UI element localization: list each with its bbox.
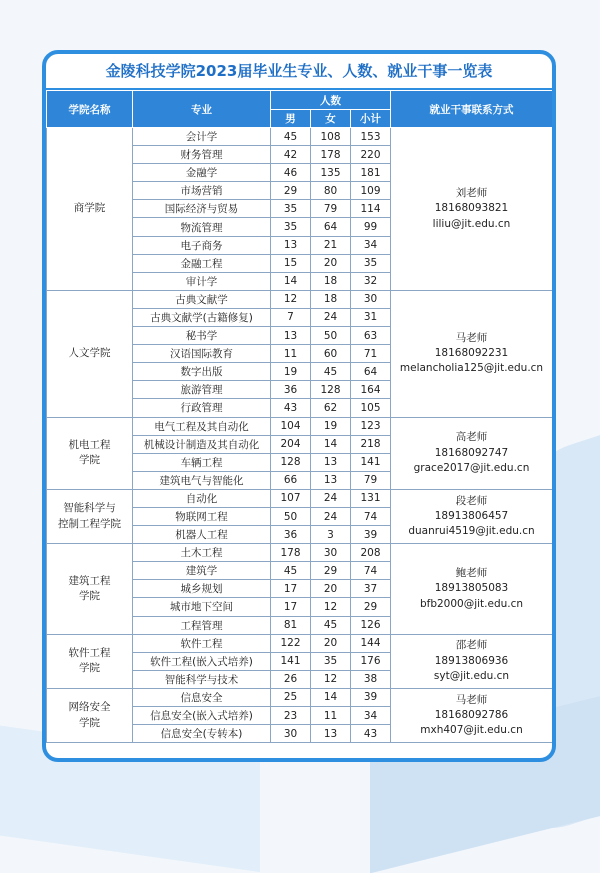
female-count-cell: 62 <box>311 399 351 417</box>
male-count-cell: 36 <box>271 381 311 399</box>
college-name-cell: 软件工程 学院 <box>47 634 133 688</box>
female-count-cell: 21 <box>311 236 351 254</box>
male-count-cell: 13 <box>271 236 311 254</box>
male-count-cell: 29 <box>271 182 311 200</box>
male-count-cell: 35 <box>271 218 311 236</box>
female-count-cell: 13 <box>311 453 351 471</box>
subtotal-cell: 131 <box>351 489 391 507</box>
male-count-cell: 45 <box>271 128 311 146</box>
subtotal-cell: 218 <box>351 435 391 453</box>
female-count-cell: 45 <box>311 616 351 634</box>
contact-email: melancholia125@jit.edu.cn <box>399 362 544 375</box>
female-count-cell: 3 <box>311 526 351 544</box>
subtotal-cell: 105 <box>351 399 391 417</box>
subtotal-cell: 79 <box>351 471 391 489</box>
major-cell: 机器人工程 <box>133 526 271 544</box>
subtotal-cell: 220 <box>351 146 391 164</box>
female-count-cell: 79 <box>311 200 351 218</box>
major-cell: 审计学 <box>133 272 271 290</box>
female-count-cell: 135 <box>311 164 351 182</box>
male-count-cell: 13 <box>271 327 311 345</box>
male-count-cell: 104 <box>271 417 311 435</box>
male-count-cell: 178 <box>271 544 311 562</box>
college-name-cell: 建筑工程 学院 <box>47 544 133 634</box>
contact-email: duanrui4519@jit.edu.cn <box>408 525 535 538</box>
major-cell: 物联网工程 <box>133 507 271 525</box>
major-cell: 软件工程 <box>133 634 271 652</box>
male-count-cell: 128 <box>271 453 311 471</box>
female-count-cell: 50 <box>311 327 351 345</box>
major-cell: 信息安全(专转本) <box>133 725 271 743</box>
female-count-cell: 14 <box>311 435 351 453</box>
major-cell: 工程管理 <box>133 616 271 634</box>
contact-email: mxh407@jit.edu.cn <box>420 724 523 737</box>
subtotal-cell: 153 <box>351 128 391 146</box>
male-count-cell: 30 <box>271 725 311 743</box>
major-cell: 金融工程 <box>133 254 271 272</box>
major-cell: 机械设计制造及其自动化 <box>133 435 271 453</box>
major-cell: 城市地下空间 <box>133 598 271 616</box>
subtotal-cell: 43 <box>351 725 391 743</box>
female-count-cell: 108 <box>311 128 351 146</box>
table-row <box>47 128 553 146</box>
header-subtotal: 小计 <box>351 110 391 128</box>
table-row <box>47 489 553 507</box>
contact-name: 段老师 <box>455 494 488 507</box>
male-count-cell: 7 <box>271 308 311 326</box>
contact-email: syt@jit.edu.cn <box>433 669 510 682</box>
female-count-cell: 13 <box>311 725 351 743</box>
contact-name: 马老师 <box>455 693 488 706</box>
subtotal-cell: 141 <box>351 453 391 471</box>
subtotal-cell: 74 <box>351 562 391 580</box>
major-cell: 信息安全 <box>133 688 271 706</box>
female-count-cell: 128 <box>311 381 351 399</box>
major-cell: 财务管理 <box>133 146 271 164</box>
contact-name: 鲍老师 <box>455 567 488 580</box>
major-cell: 汉语国际教育 <box>133 345 271 363</box>
subtotal-cell: 208 <box>351 544 391 562</box>
header-contact: 就业干事联系方式 <box>391 91 553 128</box>
contact-name: 高老师 <box>455 431 488 444</box>
major-cell: 国际经济与贸易 <box>133 200 271 218</box>
subtotal-cell: 32 <box>351 272 391 290</box>
header-female: 女 <box>311 110 351 128</box>
major-cell: 数字出版 <box>133 363 271 381</box>
header-male: 男 <box>271 110 311 128</box>
female-count-cell: 29 <box>311 562 351 580</box>
page-title: 金陵科技学院2023届毕业生专业、人数、就业干事一览表 <box>46 54 552 90</box>
male-count-cell: 17 <box>271 598 311 616</box>
table-row <box>47 634 553 652</box>
contact-phone: 18168093821 <box>434 202 509 215</box>
subtotal-cell: 34 <box>351 236 391 254</box>
major-cell: 秘书学 <box>133 327 271 345</box>
major-cell: 会计学 <box>133 128 271 146</box>
major-cell: 软件工程(嵌入式培养) <box>133 652 271 670</box>
subtotal-cell: 31 <box>351 308 391 326</box>
female-count-cell: 19 <box>311 417 351 435</box>
female-count-cell: 20 <box>311 634 351 652</box>
subtotal-cell: 74 <box>351 507 391 525</box>
major-cell: 电子商务 <box>133 236 271 254</box>
female-count-cell: 45 <box>311 363 351 381</box>
contact-phone: 18913805083 <box>434 582 509 595</box>
contact-phone: 18913806457 <box>434 509 509 522</box>
contact-name: 邵老师 <box>455 639 488 652</box>
subtotal-cell: 38 <box>351 670 391 688</box>
contact-cell <box>391 489 553 543</box>
male-count-cell: 19 <box>271 363 311 381</box>
subtotal-cell: 29 <box>351 598 391 616</box>
contact-cell <box>391 544 553 634</box>
female-count-cell: 24 <box>311 489 351 507</box>
contact-email: grace2017@jit.edu.cn <box>413 461 530 474</box>
college-name-cell: 人文学院 <box>47 290 133 417</box>
college-name-cell: 商学院 <box>47 128 133 291</box>
male-count-cell: 26 <box>271 670 311 688</box>
male-count-cell: 14 <box>271 272 311 290</box>
male-count-cell: 42 <box>271 146 311 164</box>
contact-email: liliu@jit.edu.cn <box>432 217 511 230</box>
header-major: 专业 <box>133 91 271 128</box>
male-count-cell: 141 <box>271 652 311 670</box>
major-cell: 金融学 <box>133 164 271 182</box>
female-count-cell: 14 <box>311 688 351 706</box>
major-cell: 行政管理 <box>133 399 271 417</box>
subtotal-cell: 181 <box>351 164 391 182</box>
female-count-cell: 13 <box>311 471 351 489</box>
contact-phone: 18168092747 <box>434 446 509 459</box>
subtotal-cell: 99 <box>351 218 391 236</box>
contact-cell <box>391 290 553 417</box>
table-row <box>47 544 553 562</box>
table-row <box>47 417 553 435</box>
male-count-cell: 25 <box>271 688 311 706</box>
female-count-cell: 18 <box>311 272 351 290</box>
major-cell: 建筑电气与智能化 <box>133 471 271 489</box>
subtotal-cell: 63 <box>351 327 391 345</box>
male-count-cell: 15 <box>271 254 311 272</box>
major-cell: 自动化 <box>133 489 271 507</box>
male-count-cell: 43 <box>271 399 311 417</box>
male-count-cell: 81 <box>271 616 311 634</box>
major-cell: 电气工程及其自动化 <box>133 417 271 435</box>
male-count-cell: 11 <box>271 345 311 363</box>
contact-cell <box>391 634 553 688</box>
female-count-cell: 30 <box>311 544 351 562</box>
subtotal-cell: 109 <box>351 182 391 200</box>
college-name-cell: 智能科学与 控制工程学院 <box>47 489 133 543</box>
subtotal-cell: 176 <box>351 652 391 670</box>
major-cell: 古典文献学 <box>133 290 271 308</box>
male-count-cell: 17 <box>271 580 311 598</box>
female-count-cell: 18 <box>311 290 351 308</box>
female-count-cell: 80 <box>311 182 351 200</box>
male-count-cell: 45 <box>271 562 311 580</box>
major-cell: 城乡规划 <box>133 580 271 598</box>
subtotal-cell: 164 <box>351 381 391 399</box>
subtotal-cell: 126 <box>351 616 391 634</box>
table-row <box>47 290 553 308</box>
major-cell: 物流管理 <box>133 218 271 236</box>
subtotal-cell: 71 <box>351 345 391 363</box>
contact-name: 马老师 <box>455 331 488 344</box>
table-card <box>42 50 556 762</box>
female-count-cell: 12 <box>311 598 351 616</box>
female-count-cell: 60 <box>311 345 351 363</box>
header-college: 学院名称 <box>47 91 133 128</box>
male-count-cell: 204 <box>271 435 311 453</box>
graduates-table <box>46 90 553 743</box>
female-count-cell: 20 <box>311 254 351 272</box>
female-count-cell: 35 <box>311 652 351 670</box>
male-count-cell: 50 <box>271 507 311 525</box>
subtotal-cell: 39 <box>351 688 391 706</box>
major-cell: 智能科学与技术 <box>133 670 271 688</box>
female-count-cell: 11 <box>311 707 351 725</box>
male-count-cell: 36 <box>271 526 311 544</box>
female-count-cell: 178 <box>311 146 351 164</box>
subtotal-cell: 35 <box>351 254 391 272</box>
contact-email: bfb2000@jit.edu.cn <box>419 597 524 610</box>
male-count-cell: 23 <box>271 707 311 725</box>
contact-cell <box>391 128 553 291</box>
female-count-cell: 20 <box>311 580 351 598</box>
contact-phone: 18168092786 <box>434 708 509 721</box>
male-count-cell: 12 <box>271 290 311 308</box>
female-count-cell: 64 <box>311 218 351 236</box>
male-count-cell: 122 <box>271 634 311 652</box>
college-name-cell: 网络安全 学院 <box>47 688 133 742</box>
subtotal-cell: 39 <box>351 526 391 544</box>
male-count-cell: 46 <box>271 164 311 182</box>
subtotal-cell: 30 <box>351 290 391 308</box>
subtotal-cell: 114 <box>351 200 391 218</box>
female-count-cell: 12 <box>311 670 351 688</box>
male-count-cell: 66 <box>271 471 311 489</box>
contact-phone: 18913806936 <box>434 654 509 667</box>
subtotal-cell: 37 <box>351 580 391 598</box>
college-name-cell: 机电工程 学院 <box>47 417 133 489</box>
header-count: 人数 <box>271 91 391 110</box>
major-cell: 市场营销 <box>133 182 271 200</box>
major-cell: 土木工程 <box>133 544 271 562</box>
table-row <box>47 688 553 706</box>
major-cell: 建筑学 <box>133 562 271 580</box>
female-count-cell: 24 <box>311 308 351 326</box>
female-count-cell: 24 <box>311 507 351 525</box>
contact-cell <box>391 417 553 489</box>
male-count-cell: 35 <box>271 200 311 218</box>
contact-phone: 18168092231 <box>434 347 509 360</box>
subtotal-cell: 64 <box>351 363 391 381</box>
major-cell: 古典文献学(古籍修复) <box>133 308 271 326</box>
major-cell: 车辆工程 <box>133 453 271 471</box>
contact-cell <box>391 688 553 742</box>
table-body <box>47 128 553 743</box>
subtotal-cell: 34 <box>351 707 391 725</box>
subtotal-cell: 144 <box>351 634 391 652</box>
male-count-cell: 107 <box>271 489 311 507</box>
major-cell: 旅游管理 <box>133 381 271 399</box>
contact-name: 刘老师 <box>455 187 488 200</box>
subtotal-cell: 123 <box>351 417 391 435</box>
major-cell: 信息安全(嵌入式培养) <box>133 707 271 725</box>
